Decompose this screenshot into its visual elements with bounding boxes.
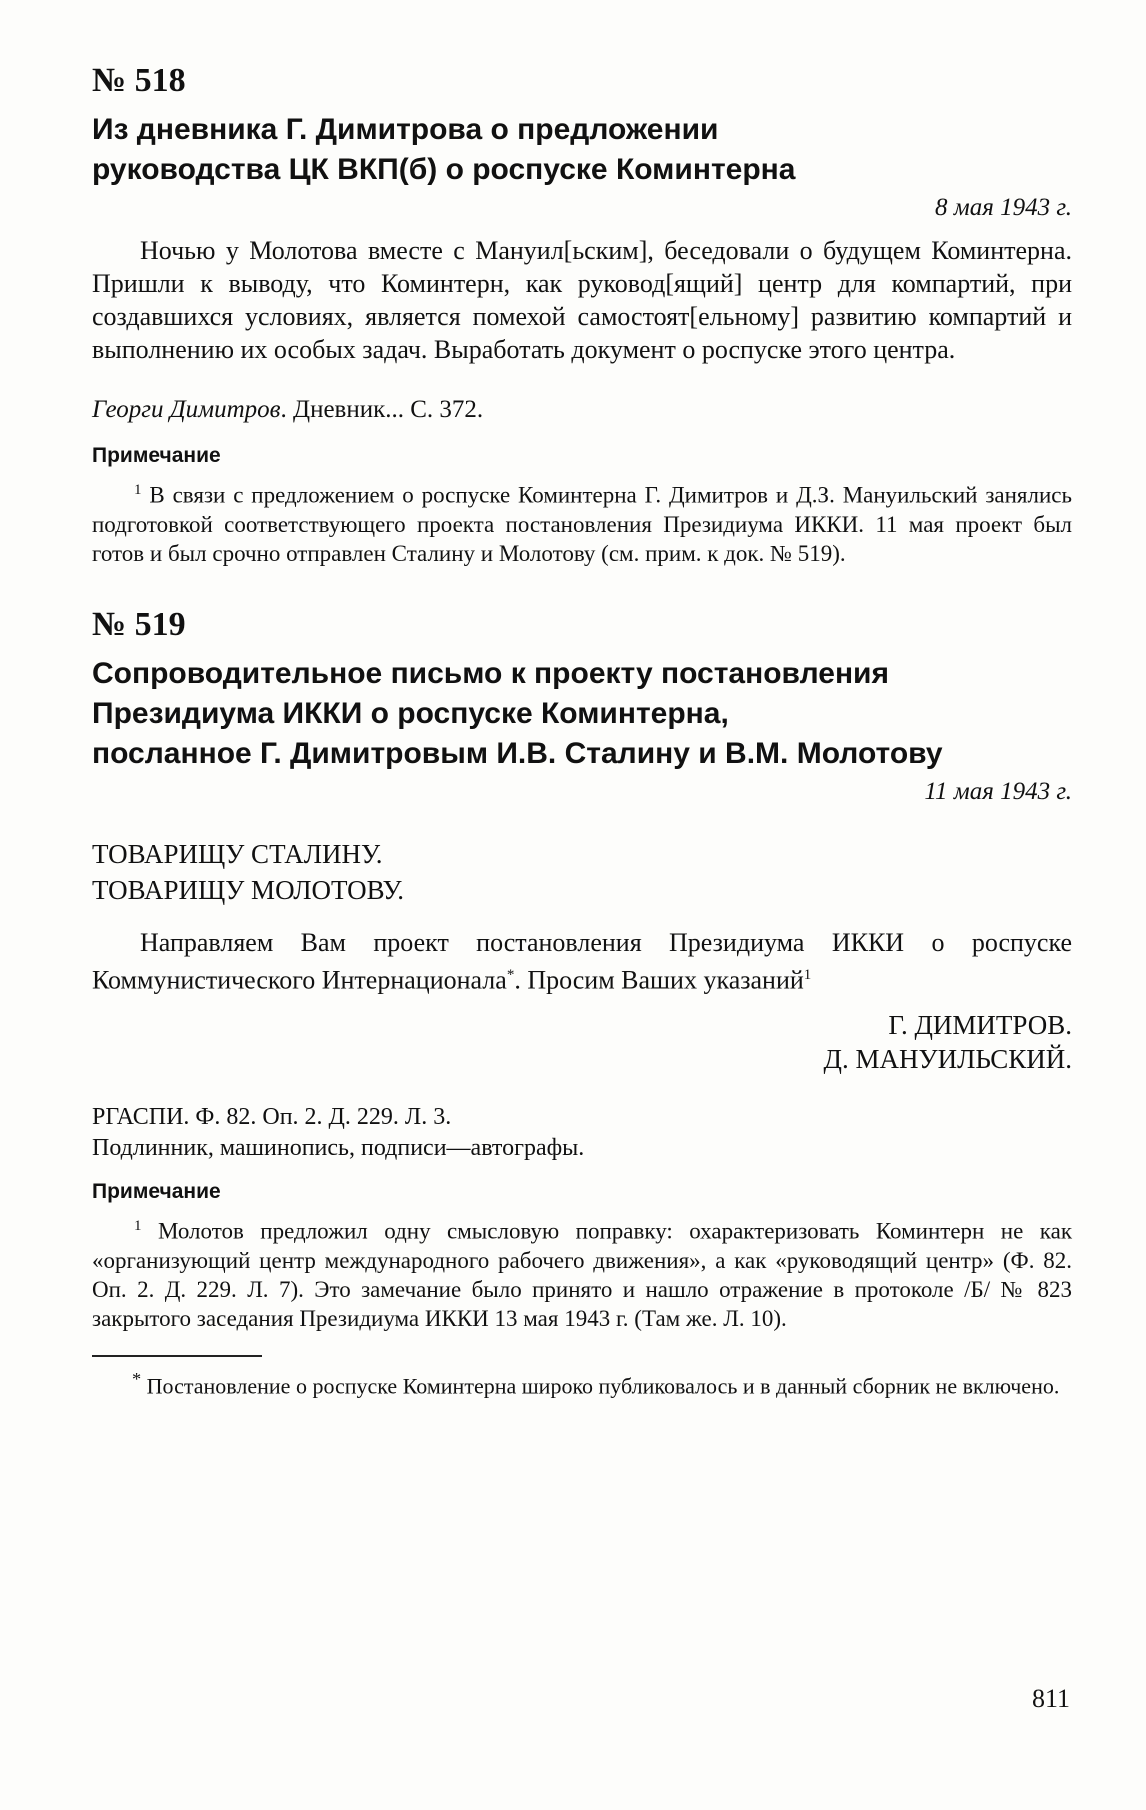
letter-body: Направляем Вам проект постановления Президиума ИККИ о роспуске Коммунистического Интернационала*. Просим Ваших указаний$^1$	[92, 927, 1072, 995]
document-519	[92, 606, 1072, 1401]
source-author: Георги Димитров	[92, 396, 281, 423]
addressee: ТОВАРИЩУ МОЛОТОВУ.	[92, 874, 404, 905]
document-title-line: руководства ЦК ВКП(б) о роспуске Коминтерна	[92, 153, 796, 186]
footnote-marker: *	[132, 1368, 142, 1389]
archive-reference: РГАСПИ. Ф. 82. Оп. 2. Д. 229. Л. 3. Подлинник, машинопись, подписи—автографы.	[92, 1104, 585, 1162]
note-reference: 1	[803, 966, 812, 983]
signature-line: Г. ДИМИТРОВ.	[888, 1010, 1072, 1041]
document-number: № 519	[92, 605, 186, 643]
note-text: $^1$ В связи с предложением о роспуске Коминтерна Г. Димитров и Д.З. Мануильский занялись подготовкой соответствующего проекта постановления Президиума ИККИ. 11 мая проект был готов и был срочно отправлен Сталину и Молотову (см. прим. к док. № 519).	[92, 482, 1072, 566]
note-heading: Примечание	[92, 444, 221, 467]
footnote-divider	[92, 1355, 262, 1357]
note-heading: Примечание	[92, 1180, 221, 1204]
document-number: № 518	[92, 62, 186, 99]
document-body: Ночью у Молотова вместе с Мануил[ьским], беседовали о будущем Коминтерна. Пришли к выводу, что Коминтерн, как руковод[ящий] центр для компартий, при создавшихся условиях, является помехой самостоят[ельному] развитию компартий и выполнению их особых задач. Выработать документ о роспуске этого центра.	[92, 236, 1072, 364]
footnote: * Постановление о роспуске Коминтерна широко публиковалось и в данный сборник не включено.	[132, 1368, 1060, 1399]
document-date: 11 мая 1943 г.	[924, 777, 1072, 805]
document-source	[92, 394, 1072, 426]
addressee: ТОВАРИЩУ СТАЛИНУ.	[92, 838, 383, 869]
book-page	[92, 62, 1072, 1400]
note-marker: 1	[134, 1218, 142, 1235]
document-title-line: посланное Г. Димитровым И.В. Сталину и В.М. Молотову	[92, 736, 943, 770]
document-title-line: Президиума ИККИ о роспуске Коминтерна,	[92, 696, 729, 730]
note-text: $^1$ Молотов предложил одну смысловую поправку: охарактеризовать Коминтерн не как «организующий центр международного рабочего движения», а как «руководящий центр» (Ф. 82. Оп. 2. Д. 229. Л. 7). Это замечание было принято и нашло отражение в протоколе /Б/ № 823 закрытого заседания Президиума ИККИ 13 мая 1943 г. (Там же. Л. 10).	[92, 1218, 1072, 1331]
signature-line: Д. МАНУИЛЬСКИЙ.	[823, 1044, 1072, 1075]
footnote-star-marker: *	[506, 966, 515, 983]
document-518	[92, 62, 1072, 568]
signatures	[92, 1008, 1072, 1076]
document-title-line: Из дневника Г. Димитрова о предложении	[92, 113, 719, 146]
document-date: 8 мая 1943 г.	[935, 194, 1072, 221]
page-number: 811	[1031, 1684, 1070, 1713]
note-marker: 1	[134, 482, 142, 498]
source-reference: . Дневник... С. 372.	[280, 396, 484, 423]
document-title-line: Сопроводительное письмо к проекту постановления	[92, 656, 890, 690]
